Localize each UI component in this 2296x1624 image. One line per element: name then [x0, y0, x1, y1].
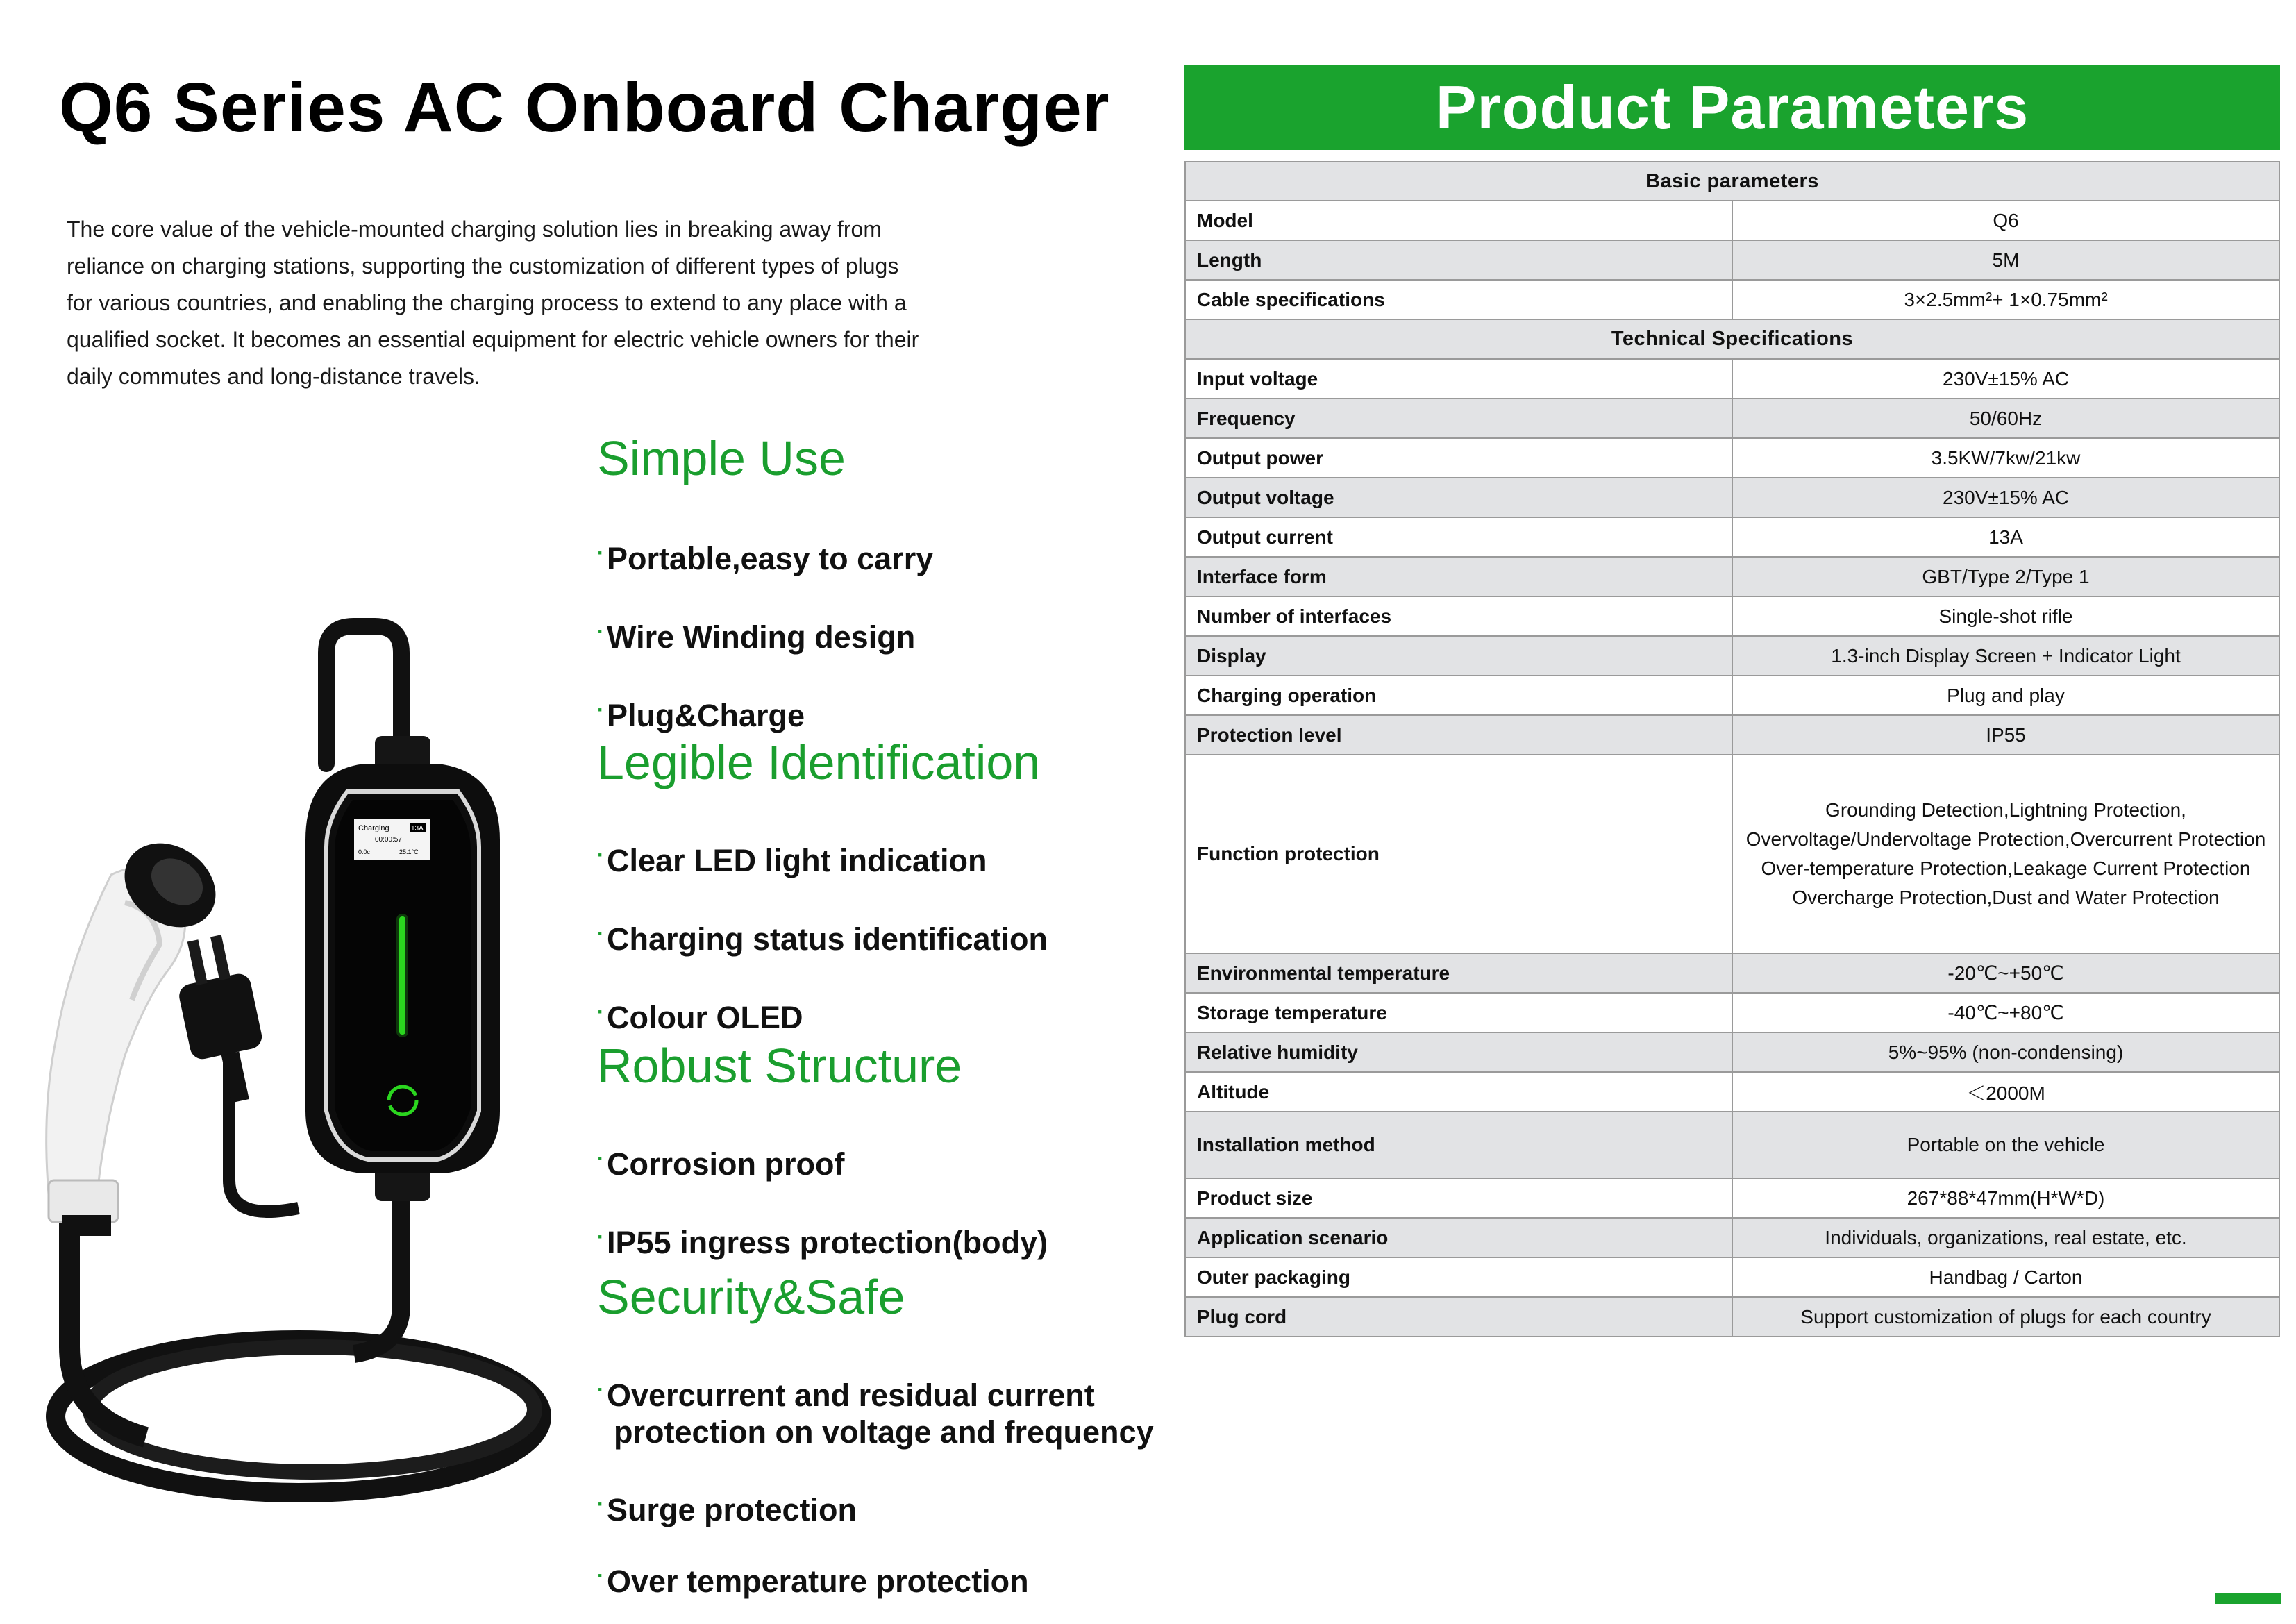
charger-product-image	[21, 611, 576, 1521]
table-row	[1185, 1297, 2279, 1337]
param-key: Product size	[1185, 1178, 1732, 1218]
param-key: Cable specifications	[1185, 280, 1732, 319]
bullet-dot-icon: ·	[597, 1564, 604, 1587]
table-row	[1185, 1218, 2279, 1257]
param-value: Individuals, organizations, real estate, etc.	[1732, 1218, 2279, 1257]
table-row	[1185, 557, 2279, 596]
param-key: Display	[1185, 636, 1732, 676]
param-value: 3.5KW/7kw/21kw	[1732, 438, 2279, 478]
table-row	[1185, 399, 2279, 438]
screen-time: 00:00:57	[375, 836, 402, 844]
screen-temp: 25.1°C	[399, 848, 419, 855]
feature-bullet: ·Surge protection	[597, 1492, 857, 1527]
param-value: Single-shot rifle	[1732, 596, 2279, 636]
bullet-dot-icon: ·	[597, 542, 604, 564]
feature-bullet: ·Overcurrent and residual current protection on voltage and frequency	[597, 1378, 1154, 1450]
feature-title-robust-structure: Robust Structure	[597, 1039, 962, 1093]
bullet-dot-icon: ·	[597, 844, 604, 867]
intro-line: The core value of the vehicle-mounted charging solution lies in breaking away from	[67, 217, 882, 242]
screen-energy: 0.0c	[358, 848, 371, 855]
table-row	[1185, 201, 2279, 240]
protection-line: Overvoltage/Undervoltage Protection,Overcurrent Protection	[1745, 828, 2266, 850]
table-row	[1185, 1032, 2279, 1072]
bullet-dot-icon: ·	[597, 1001, 604, 1023]
table-row	[1185, 280, 2279, 319]
param-value: Support customization of plugs for each country	[1732, 1297, 2279, 1337]
bullet-dot-icon: ·	[597, 1225, 604, 1248]
param-value: 230V±15% AC	[1732, 359, 2279, 399]
param-value: IP55	[1732, 715, 2279, 755]
intro-line: daily commutes and long-distance travels.	[67, 364, 480, 389]
table-row	[1185, 1257, 2279, 1297]
table-row	[1185, 240, 2279, 280]
param-value: 3×2.5mm²+ 1×0.75mm²	[1732, 280, 2279, 319]
table-row	[1185, 755, 2279, 953]
protection-line: Grounding Detection,Lightning Protection,	[1825, 799, 2186, 821]
table-row	[1185, 438, 2279, 478]
table-row	[1185, 1072, 2279, 1112]
param-key: Length	[1185, 240, 1732, 280]
feature-bullet: ·Wire Winding design	[597, 619, 916, 655]
feature-bullet: ·Colour OLED	[597, 1000, 803, 1035]
param-value: Plug and play	[1732, 676, 2279, 715]
table-row	[1185, 636, 2279, 676]
param-value: 50/60Hz	[1732, 399, 2279, 438]
table-row	[1185, 359, 2279, 399]
param-value: -40℃~+80℃	[1732, 993, 2279, 1032]
param-value: ＜2000M	[1732, 1072, 2279, 1112]
param-value: 1.3-inch Display Screen + Indicator Light	[1732, 636, 2279, 676]
bullet-dot-icon: ·	[597, 620, 604, 643]
param-key: Relative humidity	[1185, 1032, 1732, 1072]
param-key: Storage temperature	[1185, 993, 1732, 1032]
param-key: Outer packaging	[1185, 1257, 1732, 1297]
screen-current: 13A	[411, 825, 424, 832]
table-row	[1185, 1112, 2279, 1178]
bullet-dot-icon: ·	[597, 1493, 604, 1516]
param-value: Handbag / Carton	[1732, 1257, 2279, 1297]
product-parameters-header: Product Parameters	[1184, 65, 2280, 150]
table-row	[1185, 478, 2279, 517]
bullet-dot-icon: ·	[597, 698, 604, 721]
param-key: Protection level	[1185, 715, 1732, 755]
param-value: 5%~95% (non-condensing)	[1732, 1032, 2279, 1072]
feature-bullet: ·Charging status identification	[597, 921, 1048, 957]
screen-status: Charging	[358, 824, 389, 832]
feature-title-simple-use: Simple Use	[597, 431, 846, 485]
table-row	[1185, 953, 2279, 993]
section-technical-specifications: Technical Specifications	[1185, 319, 2279, 359]
param-key: Altitude	[1185, 1072, 1732, 1112]
param-key: Frequency	[1185, 399, 1732, 438]
param-key: Input voltage	[1185, 359, 1732, 399]
param-key: Plug cord	[1185, 1297, 1732, 1337]
protection-line: Overcharge Protection,Dust and Water Protection	[1792, 887, 2220, 908]
table-row	[1185, 676, 2279, 715]
charger-illustration	[21, 611, 576, 1521]
param-key: Charging operation	[1185, 676, 1732, 715]
feature-bullet: ·Over temperature protection	[597, 1564, 1029, 1599]
param-value: 267*88*47mm(H*W*D)	[1732, 1178, 2279, 1218]
param-key: Interface form	[1185, 557, 1732, 596]
feature-bullet: ·Plug&Charge	[597, 698, 805, 733]
corner-accent-bar	[2215, 1593, 2281, 1604]
param-key: Application scenario	[1185, 1218, 1732, 1257]
param-key: Function protection	[1185, 755, 1732, 953]
param-value: Q6	[1732, 201, 2279, 240]
section-basic-parameters: Basic parameters	[1185, 162, 2279, 201]
param-key: Output voltage	[1185, 478, 1732, 517]
page-title: Q6 Series AC Onboard Charger	[59, 69, 1110, 147]
param-value: 13A	[1732, 517, 2279, 557]
param-key: Model	[1185, 201, 1732, 240]
param-value-multiline	[1732, 755, 2279, 953]
param-key: Installation method	[1185, 1112, 1732, 1178]
intro-line: reliance on charging stations, supporting the customization of different types of plugs	[67, 253, 899, 278]
intro-line: for various countries, and enabling the charging process to extend to any place with a	[67, 290, 907, 315]
param-key: Number of interfaces	[1185, 596, 1732, 636]
table-row	[1185, 1178, 2279, 1218]
param-value: GBT/Type 2/Type 1	[1732, 557, 2279, 596]
feature-bullet: ·Corrosion proof	[597, 1146, 845, 1182]
intro-line: qualified socket. It becomes an essential equipment for electric vehicle owners for their	[67, 327, 919, 352]
bullet-dot-icon: ·	[597, 1147, 604, 1170]
param-key: Output current	[1185, 517, 1732, 557]
feature-bullet: ·Clear LED light indication	[597, 843, 987, 878]
param-value: -20℃~+50℃	[1732, 953, 2279, 993]
param-key: Output power	[1185, 438, 1732, 478]
parameters-table	[1184, 161, 2280, 1337]
param-value: Portable on the vehicle	[1732, 1112, 2279, 1178]
param-key: Environmental temperature	[1185, 953, 1732, 993]
table-section-row	[1185, 319, 2279, 359]
feature-bullet: ·IP55 ingress protection(body)	[597, 1225, 1048, 1260]
bullet-dot-icon: ·	[597, 922, 604, 945]
table-row	[1185, 517, 2279, 557]
table-section-row	[1185, 162, 2279, 201]
feature-bullet: ·Portable,easy to carry	[597, 541, 934, 576]
protection-line: Over-temperature Protection,Leakage Current Protection	[1761, 857, 2251, 879]
table-row	[1185, 993, 2279, 1032]
table-row	[1185, 596, 2279, 636]
table-row	[1185, 715, 2279, 755]
param-value: 5M	[1732, 240, 2279, 280]
param-value: 230V±15% AC	[1732, 478, 2279, 517]
feature-title-security-safe: Security&Safe	[597, 1270, 905, 1324]
feature-title-legible-identification: Legible Identification	[597, 735, 1041, 789]
bullet-dot-icon: ·	[597, 1378, 604, 1401]
intro-paragraph	[67, 211, 1025, 395]
